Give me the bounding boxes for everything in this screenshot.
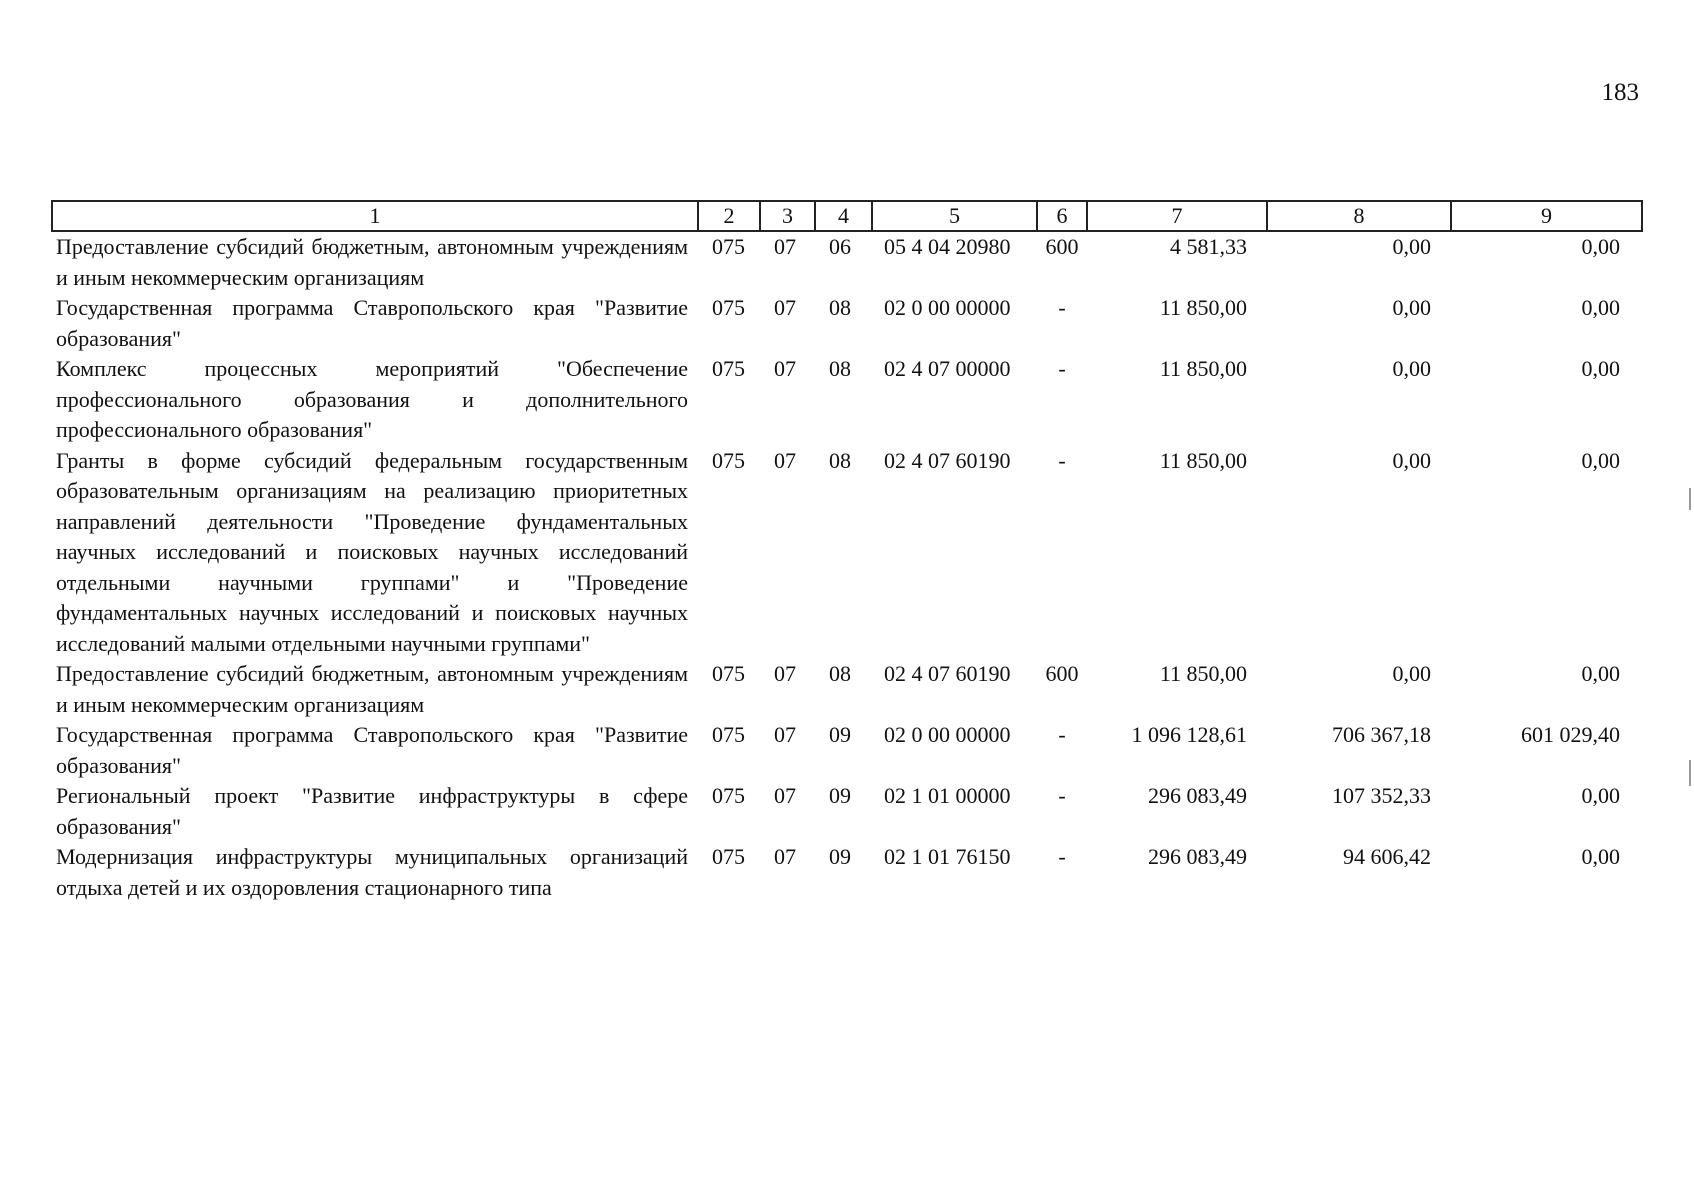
row-amount-col7: 296 083,49 [1148, 844, 1247, 869]
row-amount-col9: 0,00 [1581, 447, 1620, 473]
row-target-article: 05 4 04 20980 [884, 234, 1011, 259]
row-expense-type: - [1058, 844, 1066, 869]
row-expense-type: - [1058, 295, 1066, 320]
row-amount-col7: 11 850,00 [1159, 661, 1247, 686]
row-subsection-code: 09 [829, 722, 851, 747]
row-ministry-code: 075 [712, 356, 745, 381]
row-target-article: 02 0 00 00000 [884, 722, 1011, 747]
row-ministry-code: 075 [712, 783, 745, 808]
row-amount-col7: 11 850,00 [1159, 295, 1247, 320]
row-amount-col8: 0,00 [1392, 661, 1431, 686]
row-expense-type: 600 [1045, 661, 1079, 686]
table-row [52, 720, 1642, 781]
table-row [52, 842, 1642, 903]
header-col-7: 7 [1087, 201, 1267, 231]
row-section-code: 07 [774, 661, 796, 686]
row-section-code: 07 [774, 356, 796, 381]
row-amount-col9: 0,00 [1581, 783, 1620, 808]
row-name: Региональный проект "Развитие инфраструктуры в сфере образования" [56, 783, 688, 839]
table-row [52, 446, 1642, 660]
table-row [52, 354, 1642, 446]
header-col-8: 8 [1267, 201, 1451, 231]
table-row [52, 293, 1642, 354]
row-amount-col9: 0,00 [1581, 295, 1620, 320]
header-col-6: 6 [1037, 201, 1087, 231]
row-ministry-code: 075 [712, 661, 745, 686]
header-col-4: 4 [815, 201, 872, 231]
row-expense-type: - [1058, 447, 1066, 473]
header-row [52, 201, 1642, 231]
row-section-code: 07 [774, 234, 796, 259]
row-name: Предоставление субсидий бюджетным, автономным учреждениям и иным некоммерческим организациям [56, 661, 688, 717]
row-amount-col7: 11 850,00 [1159, 447, 1247, 473]
row-subsection-code: 06 [829, 234, 851, 259]
row-subsection-code: 09 [829, 783, 851, 808]
row-amount-col8: 0,00 [1392, 234, 1431, 259]
row-amount-col9: 0,00 [1581, 661, 1620, 686]
row-name: Гранты в форме субсидий федеральным государственным образовательным организациям на реализацию приоритетных направлений деятельности "Проведение фундаментальных научных исследований и поисковых научных исследований отдельными научными группами" и "Проведение фундаментальных научных исследований и поисковых научных исследований малыми отдельными научными группами" [56, 447, 688, 656]
row-target-article: 02 1 01 00000 [884, 783, 1011, 808]
scan-margin-mark [1689, 488, 1691, 510]
table-row [52, 231, 1642, 293]
row-target-article: 02 0 00 00000 [884, 295, 1011, 320]
row-ministry-code: 075 [712, 844, 745, 869]
row-target-article: 02 4 07 00000 [884, 356, 1011, 381]
row-section-code: 07 [774, 722, 796, 747]
row-amount-col8: 107 352,33 [1332, 783, 1431, 808]
row-expense-type: - [1058, 783, 1066, 808]
row-amount-col9: 601 029,40 [1521, 722, 1620, 747]
row-amount-col9: 0,00 [1581, 356, 1620, 381]
row-target-article: 02 4 07 60190 [884, 661, 1011, 686]
page-number: 183 [1601, 79, 1639, 106]
row-amount-col9: 0,00 [1581, 234, 1620, 259]
row-subsection-code: 09 [829, 844, 851, 869]
row-target-article: 02 1 01 76150 [884, 844, 1011, 869]
budget-table [51, 200, 1643, 903]
row-amount-col7: 1 096 128,61 [1131, 722, 1247, 747]
row-subsection-code: 08 [829, 661, 851, 686]
table-row [52, 781, 1642, 842]
table-header [52, 201, 1642, 231]
row-target-article: 02 4 07 60190 [884, 447, 1011, 473]
row-amount-col7: 11 850,00 [1159, 356, 1247, 381]
header-col-3: 3 [760, 201, 815, 231]
scan-margin-mark [1689, 760, 1691, 786]
row-expense-type: - [1058, 722, 1066, 747]
row-name: Государственная программа Ставропольского края "Развитие образования" [56, 722, 688, 778]
header-col-5: 5 [872, 201, 1037, 231]
row-amount-col8: 0,00 [1392, 447, 1431, 473]
row-section-code: 07 [774, 447, 796, 473]
row-ministry-code: 075 [712, 447, 745, 473]
row-amount-col8: 0,00 [1392, 356, 1431, 381]
row-section-code: 07 [774, 783, 796, 808]
row-amount-col9: 0,00 [1581, 844, 1620, 869]
row-name: Предоставление субсидий бюджетным, автономным учреждениям и иным некоммерческим организациям [56, 234, 688, 290]
row-section-code: 07 [774, 844, 796, 869]
table-row [52, 659, 1642, 720]
row-expense-type: - [1058, 356, 1066, 381]
row-expense-type: 600 [1045, 234, 1079, 259]
row-section-code: 07 [774, 295, 796, 320]
row-amount-col7: 4 581,33 [1170, 234, 1247, 259]
row-ministry-code: 075 [712, 722, 745, 747]
row-ministry-code: 075 [712, 295, 745, 320]
row-amount-col8: 0,00 [1392, 295, 1431, 320]
row-amount-col8: 706 367,18 [1332, 722, 1431, 747]
row-subsection-code: 08 [829, 356, 851, 381]
header-col-9: 9 [1451, 201, 1642, 231]
header-col-2: 2 [698, 201, 760, 231]
header-col-1: 1 [52, 201, 698, 231]
row-name: Государственная программа Ставропольского края "Развитие образования" [56, 295, 688, 351]
row-subsection-code: 08 [829, 295, 851, 320]
row-amount-col8: 94 606,42 [1343, 844, 1431, 869]
row-ministry-code: 075 [712, 234, 745, 259]
row-name: Модернизация инфраструктуры муниципальных организаций отдыха детей и их оздоровления стационарного типа [56, 844, 688, 900]
row-subsection-code: 08 [829, 447, 851, 473]
row-amount-col7: 296 083,49 [1148, 783, 1247, 808]
table-body [52, 231, 1642, 903]
row-name: Комплекс процессных мероприятий "Обеспечение профессионального образования и дополнительного профессионального образования" [56, 356, 688, 442]
